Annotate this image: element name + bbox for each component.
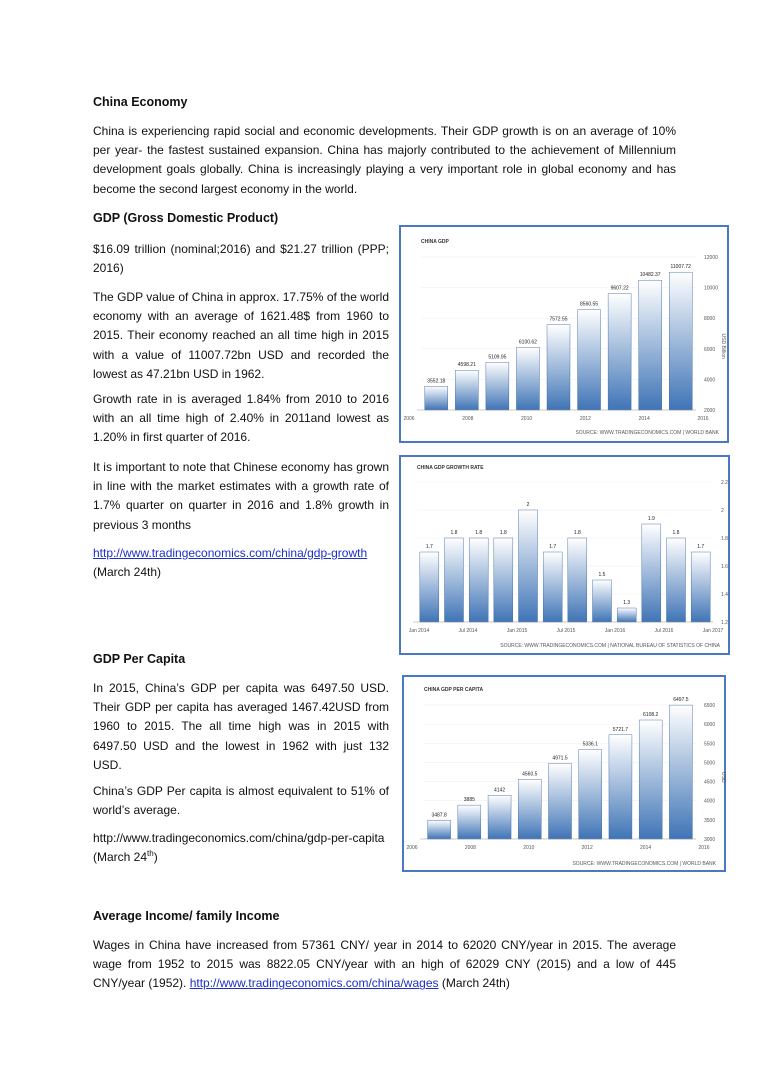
bar [428,820,451,839]
bar-value-label: 5336.1 [582,741,598,748]
bar [639,280,662,410]
bar-value-label: 3552.18 [427,378,446,385]
bar-value-label: 4142 [493,787,506,794]
x-tick-label: 2008 [462,416,474,422]
per-capita-paragraph: In 2015, China’s GDP per capita was 6497.50 USD. Their GDP per capita has averaged 1467.42USD from 1960 to 2015. The all time high was in 2015 with 6497.50 USD and the lowest in 1962 with just 132 USD. [93,681,389,772]
y-tick-label: 12000 [704,255,718,261]
chart-svg [401,457,728,653]
gdp-source-paragraph [93,544,389,582]
per-capita-source-sup: th [147,849,154,859]
average-income-heading: Average Income/ family Income [93,909,280,923]
bar-value-label: 1.8 [672,530,680,536]
y-tick-label: 1.2 [721,620,728,626]
bar [455,370,478,410]
bar [579,750,602,839]
bar [494,538,513,622]
bar-value-label: 9607.22 [610,285,629,292]
x-tick-label: 2008 [464,845,476,851]
bar [488,795,511,839]
bar-value-label: 1.8 [573,530,581,536]
bar [642,524,661,622]
y-tick-label: 1.8 [721,536,728,542]
bar-value-label: 5109.95 [488,354,507,361]
bar [609,735,632,839]
bar-value-label: 1.8 [450,530,458,536]
bar [667,538,686,622]
y-tick-label: 4000 [704,377,716,384]
x-tick-label: Jan 2017 [702,628,724,634]
bar-value-label: 3885 [463,797,475,804]
y-tick-label: 8000 [704,316,716,323]
y-tick-label: 5500 [704,741,716,748]
y-tick-label: 1.6 [721,564,728,570]
y-tick-label: 3500 [704,817,716,824]
y-tick-label: 6000 [704,346,716,353]
wages-link[interactable]: http://www.tradingeconomics.com/china/wages [189,976,439,991]
bar-value-label: 6108.2 [643,712,659,719]
y-tick-label: 10000 [704,285,718,292]
x-tick-label: 2010 [523,845,535,851]
chart-svg [401,227,727,441]
bar [518,779,541,839]
bar [516,347,539,410]
bar-value-label: 2 [526,502,530,508]
x-tick-label: Jul 2014 [458,628,478,634]
chart-source: SOURCE: WWW.TRADINGECONOMICS.COM | NATIONAL BUREAU OF STATISTICS OF CHINA [500,643,720,649]
x-tick-label: Jul 2015 [556,628,576,634]
gdp-world-share-paragraph: The GDP value of China in approx. 17.75% of the world economy with an average of 1621.48$ from 1960 to 2015. Their economy reached an all time high in 2015 with a value of 11007.72bn USD and recorded the lowest as 47.21bn USD in 1962. [93,290,389,381]
x-tick-label: 2014 [640,845,652,851]
x-tick-label: Jul 2016 [654,628,674,634]
x-tick-label: Jan 2016 [604,628,626,634]
gdp-growth-link[interactable]: http://www.tradingeconomics.com/china/gdp-growth [93,546,368,560]
x-tick-label: 2012 [581,845,593,851]
bar-value-label: 1.5 [598,572,606,578]
bar-value-label: 4560.5 [522,771,538,778]
bar [547,325,570,410]
bar [469,538,488,622]
gdp-growth-paragraph: Growth rate in is averaged 1.84% from 2010 to 2016 with an all time high of 2.40% in 2011and lowest as 1.20% in first quarter of 2016. [93,392,389,445]
bar [568,538,587,622]
bar-value-label: 4598.21 [457,362,476,369]
x-tick-label: 2006 [403,416,415,422]
bar-value-label: 1.3 [623,600,631,606]
bar [669,272,692,410]
gdp-estimates-paragraph: It is important to note that Chinese economy has grown in line with the market estimates with a growth rate of 1.7% quarter on quarter in 2016 and 1.8% growth in previous 3 months [93,460,389,532]
y-tick-label: 2 [721,508,724,514]
bar-value-label: 1.8 [475,530,483,536]
gdp-source-date: (March 24th) [93,565,162,580]
bar-value-label: 1.7 [549,544,557,550]
bar [691,552,710,622]
gdp-heading: GDP (Gross Domestic Product) [93,211,279,225]
bar-value-label: 10482.37 [639,272,661,279]
per-capita-world-paragraph: China’s GDP Per capita is almost equivalent to 51% of world’s average. [93,784,389,818]
bar [420,552,439,622]
x-tick-label: 2016 [697,416,709,422]
y-tick-label: 1.4 [721,592,728,598]
bar [486,362,509,410]
bar-value-label: 6100.62 [518,339,537,346]
china-economy-paragraph: China is experiencing rapid social and economic developments. Their GDP growth is on an average of 10% per year- the fastest sustained expansion. China has majorly contributed to the achievement of Millennium development goals globally. China is increasingly playing a very important role in global economy and has become the second largest economy in the world. [93,124,676,196]
bar [593,580,612,622]
gdp-per-capita-heading: GDP Per Capita [93,652,186,666]
bar [445,538,464,622]
x-tick-label: 2012 [579,416,591,422]
chart-svg [404,677,724,870]
average-income-text: Wages in China have increased from 57361 CNY/ year in 2014 to 62020 CNY/year in 2015. The average wage from 1952 to 2015 was 8822.05 CNY/year with an high of 62029 CNY (2015) and a low of 445 CNY/year (1952). [93,938,676,991]
bar-value-label: 1.9 [647,516,655,522]
x-tick-label: 2010 [521,416,533,422]
x-tick-label: 2014 [638,416,650,422]
china-economy-heading: China Economy [93,95,188,109]
per-capita-source-text: http://www.tradingeconomics.com/china/gdp-per-capita (March 24 [93,831,385,865]
bar-value-label: 1.7 [425,544,433,550]
bar [578,310,601,410]
wages-source-date: (March 24th) [438,976,510,991]
y-tick-label: 3000 [704,837,716,843]
bar [549,764,572,839]
y-tick-label: 6500 [704,703,716,709]
bar-value-label: 5721.7 [612,726,629,733]
bar [669,705,692,839]
chart-source: SOURCE: WWW.TRADINGECONOMICS.COM | WORLD BANK [575,430,719,436]
x-tick-label: Jan 2015 [506,628,528,634]
bar [617,608,636,622]
china-gdp-growth-chart [399,455,730,655]
bar [543,552,562,622]
chart-title: CHINA GDP [421,239,449,245]
chart-title: CHINA GDP PER CAPITA [424,687,484,693]
y-tick-label: 2000 [704,408,716,414]
bar-value-label: 3487.8 [431,812,447,819]
average-income-paragraph [93,936,676,994]
bar-value-label: 4971.5 [552,755,568,762]
bar [608,294,631,410]
chart-source: SOURCE: WWW.TRADINGECONOMICS.COM | WORLD BANK [572,861,716,867]
x-tick-label: Jan 2014 [408,628,430,634]
bar-value-label: 11007.72 [670,264,691,271]
bar-value-label: 1.7 [697,544,705,550]
x-tick-label: 2016 [698,845,710,851]
y-axis-label: USD Billion [720,333,726,359]
y-axis-label: USD [720,772,726,783]
bar-value-label: 7572.55 [549,316,568,323]
bar-value-label: 1.8 [499,530,507,536]
bar-value-label: 8560.55 [580,301,599,308]
y-tick-label: 4000 [704,798,716,805]
y-tick-label: 6000 [704,722,716,729]
chart-title: CHINA GDP GROWTH RATE [417,465,484,471]
bar [639,720,662,839]
china-gdp-per-capita-chart [402,675,726,872]
per-capita-source-paragraph [93,829,389,867]
china-gdp-chart [399,225,729,443]
gdp-nominal-paragraph: $16.09 trillion (nominal;2016) and $21.27 trillion (PPP; 2016) [93,242,389,276]
bar [519,510,538,622]
per-capita-source-close: ) [153,850,158,865]
bar [425,386,448,410]
y-tick-label: 4500 [704,779,716,786]
y-tick-label: 5000 [704,760,716,767]
bar-value-label: 6497.5 [673,697,689,704]
y-tick-label: 2.2 [721,480,728,486]
x-tick-label: 2006 [406,845,418,851]
bar [458,805,481,839]
